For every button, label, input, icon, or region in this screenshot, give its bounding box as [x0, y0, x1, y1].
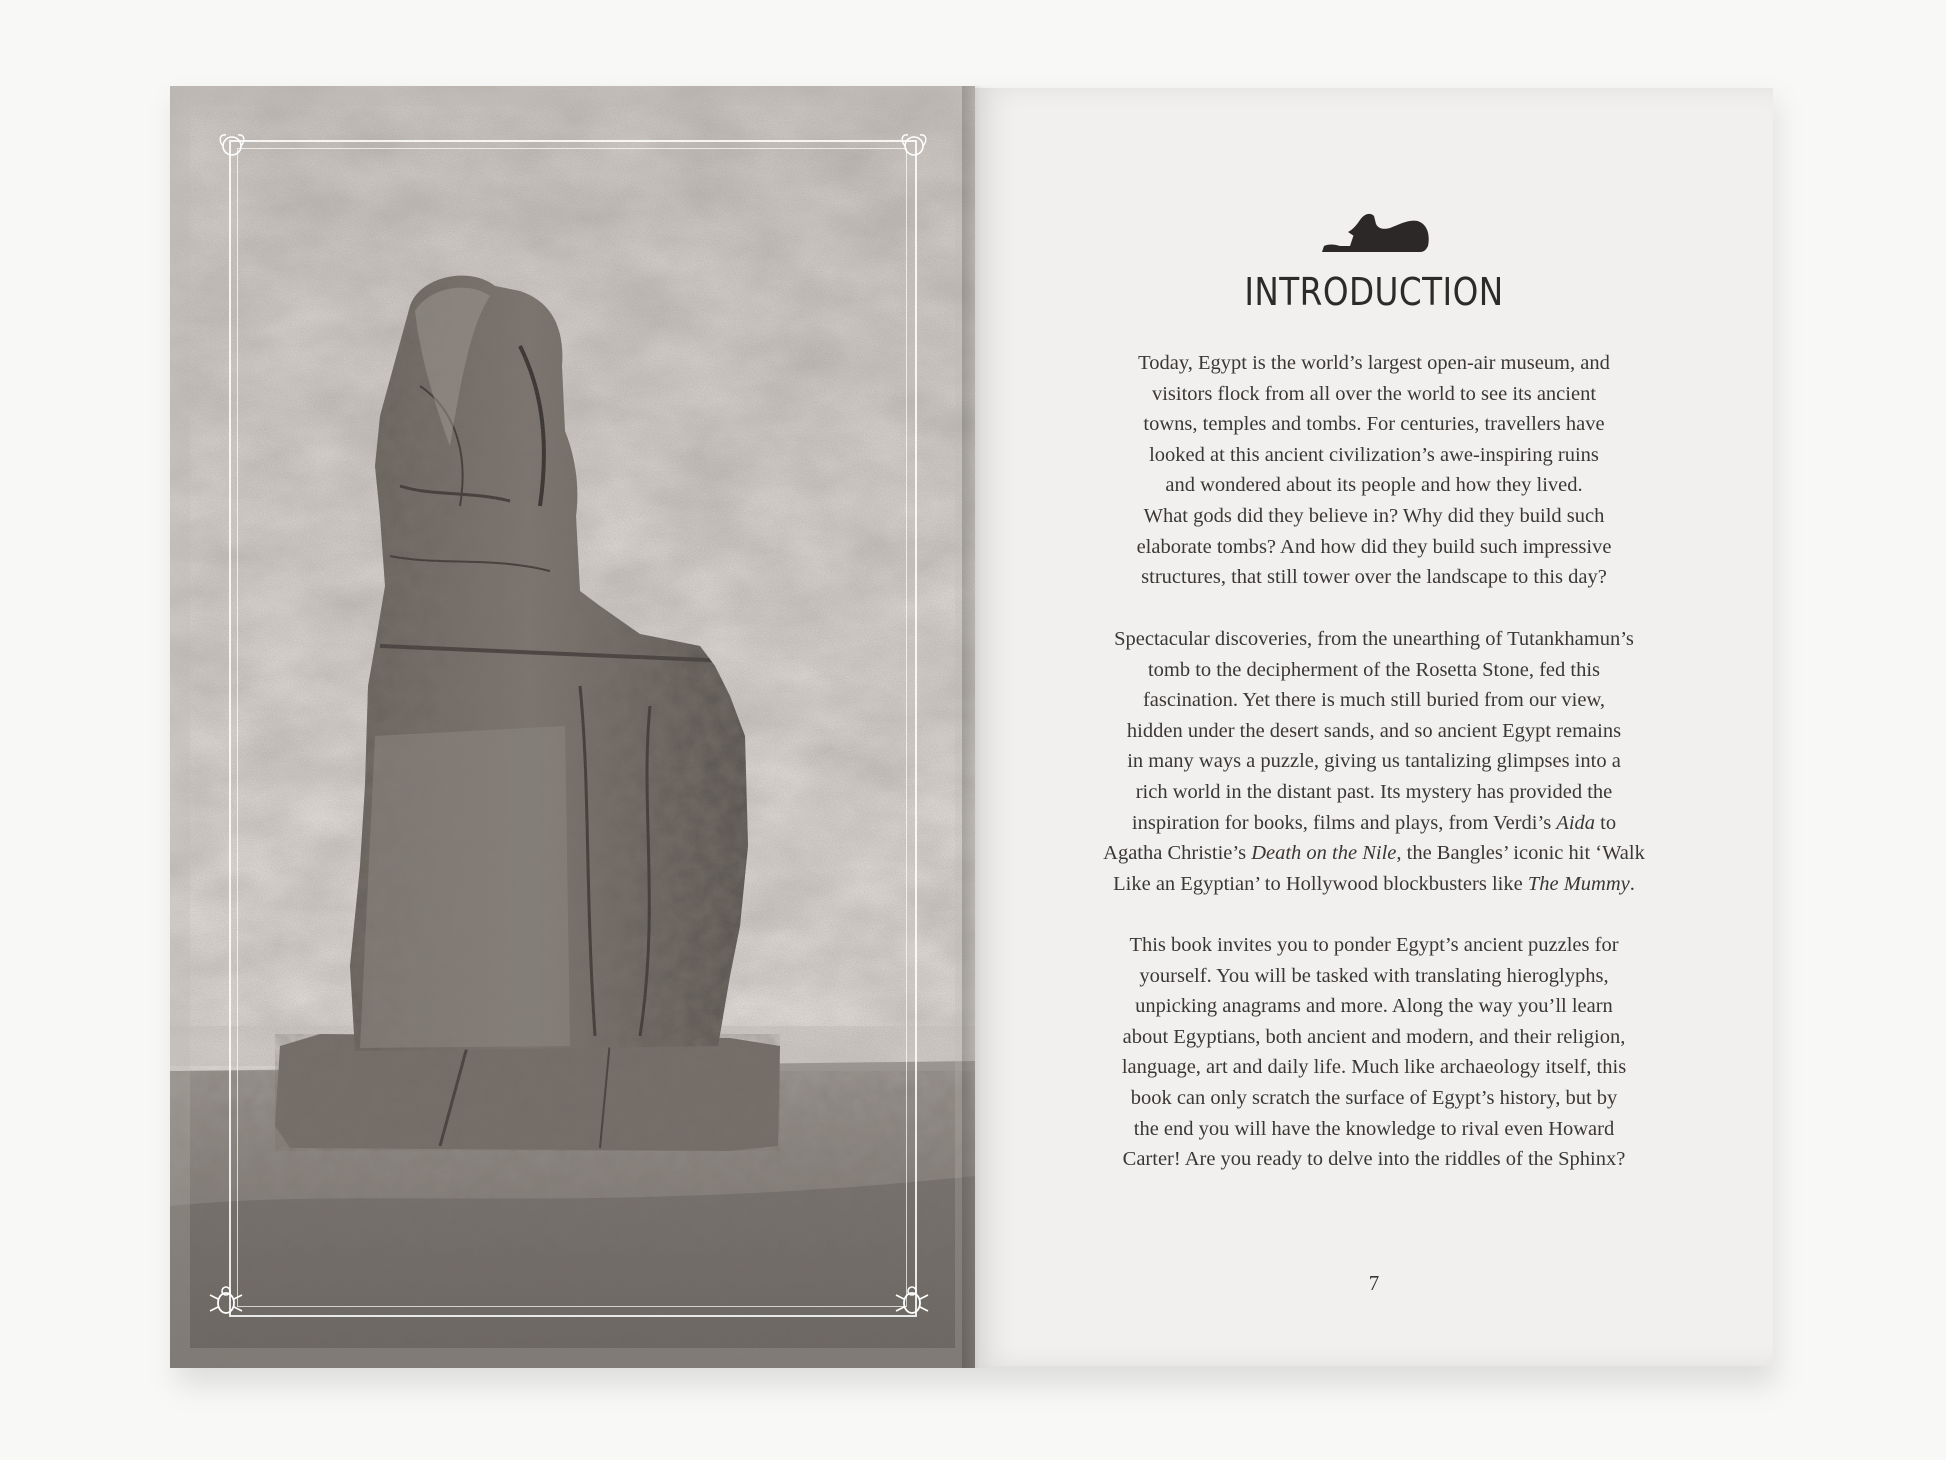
text-line: structures, that still tower over the landscape to this day?	[1141, 566, 1607, 589]
text-line: towns, temples and tombs. For centuries, travellers have	[1143, 413, 1605, 436]
text-line: Spectacular discoveries, from the unearthing of Tutankhamun’s	[1114, 628, 1634, 650]
text-line	[1070, 838, 1678, 869]
text-run: .	[1629, 872, 1635, 895]
paragraph-1	[1070, 348, 1678, 593]
text-run: Like an Egyptian’ to Hollywood blockbusters like	[1113, 872, 1528, 895]
paragraph-2	[1070, 624, 1678, 899]
sphinx-icon	[1320, 206, 1432, 256]
italic-title: The Mummy	[1527, 872, 1630, 895]
text-run: inspiration for books, films and plays, from Verdi’s	[1131, 811, 1557, 834]
text-line: unpicking anagrams and more. Along the way you’ll learn	[1135, 995, 1613, 1018]
text-line: fascination. Yet there is much still buried from our view,	[1142, 689, 1606, 712]
text-line: and wondered about its people and how they lived.	[1165, 474, 1583, 497]
text-line: book can only scratch the surface of Egypt’s history, but by	[1130, 1086, 1618, 1109]
corner-ornament-icon	[894, 126, 934, 166]
text-run: to	[1595, 811, 1617, 834]
text-line: rich world in the distant past. Its mystery has provided the	[1135, 780, 1613, 803]
photo-frame-inner	[237, 148, 907, 1307]
page-number: 7	[1368, 1271, 1380, 1295]
text-line: Today, Egypt is the world’s largest open-air museum, and	[1138, 352, 1610, 374]
page-title: INTRODUCTION	[1244, 270, 1504, 314]
text-line: in many ways a puzzle, giving us tantalizing glimpses into a	[1127, 750, 1621, 773]
text-line	[1070, 869, 1678, 900]
text-line: elaborate tombs? And how did they build such impressive	[1136, 535, 1612, 558]
corner-ornament-icon	[212, 126, 252, 166]
text-line: Carter! Are you ready to delve into the riddles of the Sphinx?	[1122, 1148, 1626, 1171]
text-line: visitors flock from all over the world to see its ancient	[1151, 382, 1597, 405]
paragraph-3	[1070, 930, 1678, 1175]
text-line: This book invites you to ponder Egypt’s ancient puzzles for	[1129, 934, 1619, 956]
text-line: hidden under the desert sands, and so ancient Egypt remains	[1126, 719, 1622, 742]
right-page	[975, 88, 1773, 1366]
left-page	[170, 86, 975, 1368]
italic-title: Death on the Nile	[1251, 842, 1397, 865]
text-run: , the Bangles’ iconic hit ‘Walk	[1396, 842, 1645, 865]
text-line: about Egyptians, both ancient and modern, and their religion,	[1122, 1025, 1626, 1048]
scarab-ornament-icon	[892, 1281, 932, 1321]
text-line: looked at this ancient civilization’s awe-inspiring ruins	[1149, 443, 1599, 466]
text-line: yourself. You will be tasked with translating hieroglyphs,	[1139, 964, 1609, 987]
text-run: Agatha Christie’s	[1103, 842, 1252, 865]
text-line: What gods did they believe in? Why did they build such	[1143, 504, 1605, 527]
scarab-ornament-icon	[206, 1281, 246, 1321]
text-line	[1070, 808, 1678, 839]
text-line: the end you will have the knowledge to rival even Howard	[1133, 1117, 1615, 1140]
text-line: language, art and daily life. Much like archaeology itself, this	[1121, 1056, 1627, 1079]
italic-title: Aida	[1556, 811, 1596, 834]
text-line: tomb to the decipherment of the Rosetta Stone, fed this	[1147, 658, 1601, 681]
